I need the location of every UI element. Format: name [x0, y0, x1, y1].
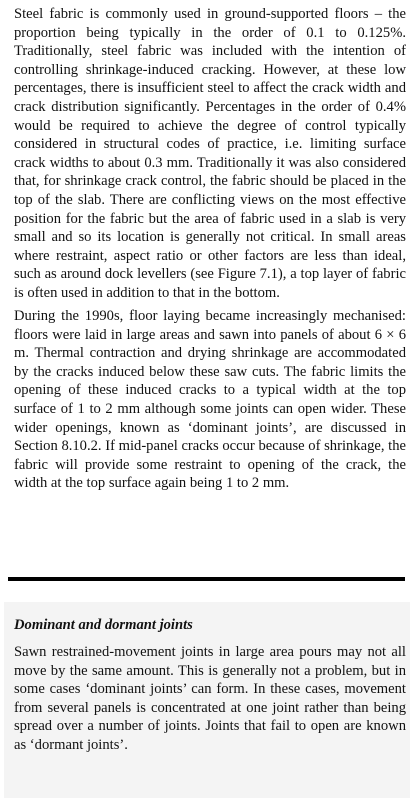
body-paragraph-steel-fabric: Steel fabric is commonly used in ground-supported floors – the proportion being typically in the order of 0.1 to 0.125%. Traditionally, steel fabric was included with the intention of controlling shrinkage-induced cracking. However, at these low percentages, there is insufficient steel to affect the crack width and crack distribution significantly. Percentages in the order of 0.4% would be required to achieve the degree of control typically considered in structural codes of practice, i.e. limiting surface crack widths to about 0.3 mm. Traditionally it was also considered that, for shrinkage crack control, the fabric should be placed in the top of the slab. There are conflicting views on the most effective position for the fabric but the area of fabric used in a slab is very small and so its location is generally not critical. In small areas where restraint, aspect ratio or other factors are less than ideal, such as around dock levellers (see Figure 7.1), a top layer of fabric is often used in addition to that in the bottom. [14, 6, 406, 301]
sidebar-box-title: Dominant and dormant joints [14, 617, 193, 633]
sidebar-box-text: Sawn restrained-movement joints in large area pours may not all move by the same amount. This is generally not a problem, but in some cases ‘dominant joints’ can form. In these cases, movement from several panels is concentrated at one joint rather than being spread over a number of joints. Joints that fail to open are known as ‘dormant joints’. [14, 644, 406, 753]
section-divider [8, 577, 405, 581]
body-paragraph-floor-laying: During the 1990s, floor laying became increasingly mechanised: floors were laid in large areas and sawn into panels of about 6 × 6 m. Thermal contraction and drying shrinkage are accommodated by the cracks induced below these saw cuts. The fabric limits the opening of these induced cracks to a typical width at the top surface of 1 to 2 mm although some joints can open wider. These wider openings, known as ‘dominant joints’, are discussed in Section 8.10.2. If mid-panel cracks occur because of shrinkage, the fabric will provide some restraint to opening of the crack, the width at the top surface again being 1 to 2 mm. [14, 308, 406, 492]
